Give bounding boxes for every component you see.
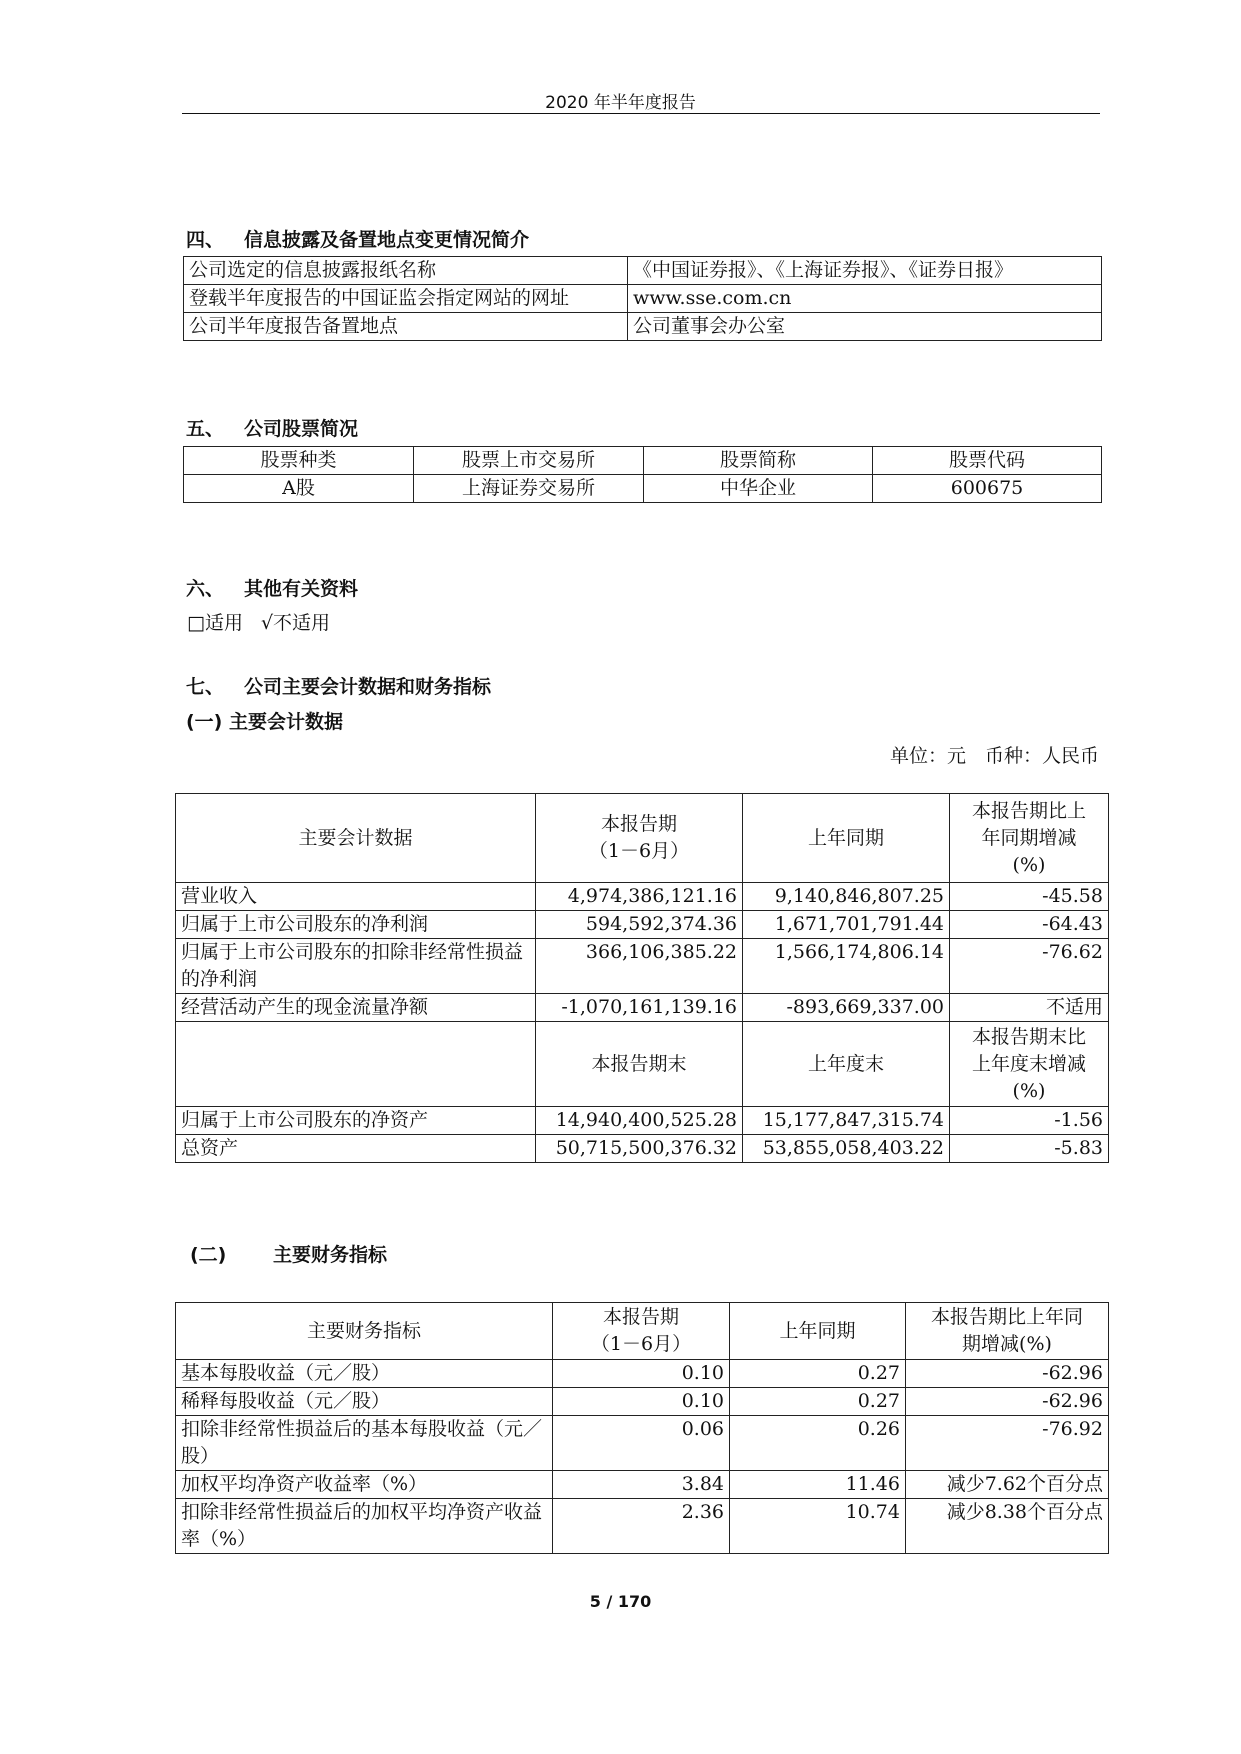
table-row bbox=[176, 1360, 1109, 1388]
section5-number: 五、 bbox=[186, 418, 225, 440]
prior-value: 11.46 bbox=[730, 1471, 906, 1499]
disclosure-value: 公司董事会办公室 bbox=[628, 313, 1102, 341]
header-rule bbox=[182, 113, 1100, 114]
current-value: 0.10 bbox=[553, 1388, 730, 1416]
prior-value: 1,566,174,806.14 bbox=[743, 939, 950, 994]
table-row bbox=[176, 1135, 1109, 1163]
current-value: 50,715,500,376.32 bbox=[536, 1135, 743, 1163]
prior-value: 1,671,701,791.44 bbox=[743, 911, 950, 939]
stock-cell: 上海证券交易所 bbox=[414, 475, 644, 503]
header-cell bbox=[906, 1303, 1109, 1360]
section7-number: 七、 bbox=[186, 676, 225, 698]
change-value: 减少7.62个百分点 bbox=[906, 1471, 1109, 1499]
header-line: 本报告期 bbox=[602, 1306, 679, 1328]
change-value: 不适用 bbox=[950, 994, 1109, 1022]
change-value: -62.96 bbox=[906, 1388, 1109, 1416]
current-value: 0.10 bbox=[553, 1360, 730, 1388]
subsection2-number: (二) bbox=[190, 1244, 227, 1266]
header-cell: 主要财务指标 bbox=[176, 1303, 553, 1360]
current-value: 594,592,374.36 bbox=[536, 911, 743, 939]
row-label: 扣除非经常性损益后的加权平均净资产收益率（%） bbox=[176, 1499, 553, 1554]
table-row bbox=[176, 883, 1109, 911]
table-row bbox=[184, 285, 1102, 313]
current-value: 14,940,400,525.28 bbox=[536, 1107, 743, 1135]
current-value: 3.84 bbox=[553, 1471, 730, 1499]
header-cell: 上年度末 bbox=[743, 1022, 950, 1107]
section4-heading bbox=[186, 225, 529, 252]
subsection2-heading bbox=[190, 1240, 387, 1267]
prior-value: 0.27 bbox=[730, 1388, 906, 1416]
header-line: （1－6月） bbox=[588, 840, 690, 862]
change-value: -76.92 bbox=[906, 1416, 1109, 1471]
prior-value: 10.74 bbox=[730, 1499, 906, 1554]
stock-header-cell: 股票简称 bbox=[644, 447, 873, 475]
prior-value: 9,140,846,807.25 bbox=[743, 883, 950, 911]
table-row bbox=[184, 257, 1102, 285]
financial-indicators-table bbox=[175, 1302, 1109, 1554]
section6-number: 六、 bbox=[186, 578, 225, 600]
header-line: 本报告期 bbox=[600, 813, 677, 835]
header-cell: 主要会计数据 bbox=[176, 794, 536, 883]
header-line: 本报告期末比 bbox=[971, 1025, 1086, 1048]
header-line: （1－6月） bbox=[590, 1333, 692, 1355]
disclosure-value: 《中国证券报》、《上海证券报》、《证券日报》 bbox=[628, 257, 1102, 285]
change-value: -5.83 bbox=[950, 1135, 1109, 1163]
row-label: 归属于上市公司股东的净利润 bbox=[176, 911, 536, 939]
current-value: 0.06 bbox=[553, 1416, 730, 1471]
stock-cell: 中华企业 bbox=[644, 475, 873, 503]
page-header-title: 2020 年半年度报告 bbox=[545, 93, 696, 113]
header-cell: 本报告期末 bbox=[536, 1022, 743, 1107]
disclosure-value: www.sse.com.cn bbox=[628, 285, 1102, 313]
header-cell: 上年同期 bbox=[730, 1303, 906, 1360]
header-cell bbox=[950, 794, 1109, 883]
header-line: 年同期增减 bbox=[981, 826, 1077, 849]
row-label: 归属于上市公司股东的净资产 bbox=[176, 1107, 536, 1135]
current-value: 2.36 bbox=[553, 1499, 730, 1554]
disclosure-table bbox=[183, 256, 1102, 341]
row-label: 基本每股收益（元／股） bbox=[176, 1360, 553, 1388]
table-header-row bbox=[176, 1303, 1109, 1360]
table-row bbox=[176, 939, 1109, 994]
stock-cell: 600675 bbox=[873, 475, 1102, 503]
section7-heading bbox=[186, 672, 491, 699]
change-value: -62.96 bbox=[906, 1360, 1109, 1388]
prior-value: 0.26 bbox=[730, 1416, 906, 1471]
prior-value: -893,669,337.00 bbox=[743, 994, 950, 1022]
header-cell: 上年同期 bbox=[743, 794, 950, 883]
header-line: (%) bbox=[1012, 1079, 1046, 1102]
current-value: 366,106,385.22 bbox=[536, 939, 743, 994]
row-label: 总资产 bbox=[176, 1135, 536, 1163]
table-row bbox=[176, 1388, 1109, 1416]
section6-title: 其他有关资料 bbox=[244, 578, 359, 600]
row-label: 营业收入 bbox=[176, 883, 536, 911]
change-value: -1.56 bbox=[950, 1107, 1109, 1135]
current-value: 4,974,386,121.16 bbox=[536, 883, 743, 911]
section4-number: 四、 bbox=[186, 229, 225, 251]
stock-header-cell: 股票种类 bbox=[184, 447, 414, 475]
section7-title: 公司主要会计数据和财务指标 bbox=[244, 676, 492, 698]
row-label: 扣除非经常性损益后的基本每股收益（元／股） bbox=[176, 1416, 553, 1471]
section5-title: 公司股票简况 bbox=[244, 418, 359, 440]
prior-value: 53,855,058,403.22 bbox=[743, 1135, 950, 1163]
prior-value: 0.27 bbox=[730, 1360, 906, 1388]
unit-note: 单位：元 币种：人民币 bbox=[889, 745, 1099, 767]
table-header-row bbox=[176, 1022, 1109, 1107]
current-value: -1,070,161,139.16 bbox=[536, 994, 743, 1022]
subsection1-heading: (一) 主要会计数据 bbox=[186, 711, 343, 733]
header-cell bbox=[553, 1303, 730, 1360]
table-row bbox=[176, 1499, 1109, 1554]
stock-cell: A股 bbox=[184, 475, 414, 503]
change-value: 减少8.38个百分点 bbox=[906, 1499, 1109, 1554]
header-line: 本报告期比上 bbox=[971, 799, 1086, 822]
stock-table bbox=[183, 446, 1102, 503]
table-header-row bbox=[184, 447, 1102, 475]
change-value: -64.43 bbox=[950, 911, 1109, 939]
table-row bbox=[176, 1416, 1109, 1471]
change-value: -76.62 bbox=[950, 939, 1109, 994]
header-line: 上年度末增减 bbox=[971, 1052, 1086, 1075]
row-label: 经营活动产生的现金流量净额 bbox=[176, 994, 536, 1022]
header-cell bbox=[536, 794, 743, 883]
section6-heading bbox=[186, 574, 358, 601]
table-header-row bbox=[176, 794, 1109, 883]
disclosure-label: 公司半年度报告备置地点 bbox=[184, 313, 628, 341]
row-label: 归属于上市公司股东的扣除非经常性损益的净利润 bbox=[176, 939, 536, 994]
section5-heading bbox=[186, 414, 358, 441]
accounting-data-table bbox=[175, 793, 1109, 1163]
table-row bbox=[184, 313, 1102, 341]
header-line: 本报告期比上年同 bbox=[930, 1306, 1083, 1328]
not-applicable-option: √不适用 bbox=[260, 612, 331, 634]
applicability-line bbox=[187, 608, 330, 635]
disclosure-label: 登载半年度报告的中国证监会指定网站的网址 bbox=[184, 285, 628, 313]
table-row bbox=[176, 994, 1109, 1022]
table-row bbox=[184, 475, 1102, 503]
header-cell bbox=[950, 1022, 1109, 1107]
header-cell-empty bbox=[176, 1022, 536, 1107]
change-value: -45.58 bbox=[950, 883, 1109, 911]
section4-title: 信息披露及备置地点变更情况简介 bbox=[244, 229, 530, 251]
stock-header-cell: 股票代码 bbox=[873, 447, 1102, 475]
stock-header-cell: 股票上市交易所 bbox=[414, 447, 644, 475]
applicable-option: □适用 bbox=[187, 612, 243, 634]
subsection2-title: 主要财务指标 bbox=[273, 1244, 388, 1266]
table-row bbox=[176, 1107, 1109, 1135]
table-row bbox=[176, 1471, 1109, 1499]
header-line: (%) bbox=[1012, 853, 1046, 876]
table-row bbox=[176, 911, 1109, 939]
disclosure-label: 公司选定的信息披露报纸名称 bbox=[184, 257, 628, 285]
prior-value: 15,177,847,315.74 bbox=[743, 1107, 950, 1135]
header-line: 期增减(%) bbox=[962, 1333, 1052, 1355]
page-number: 5 / 170 bbox=[589, 1592, 652, 1611]
row-label: 稀释每股收益（元／股） bbox=[176, 1388, 553, 1416]
row-label: 加权平均净资产收益率（%） bbox=[176, 1471, 553, 1499]
